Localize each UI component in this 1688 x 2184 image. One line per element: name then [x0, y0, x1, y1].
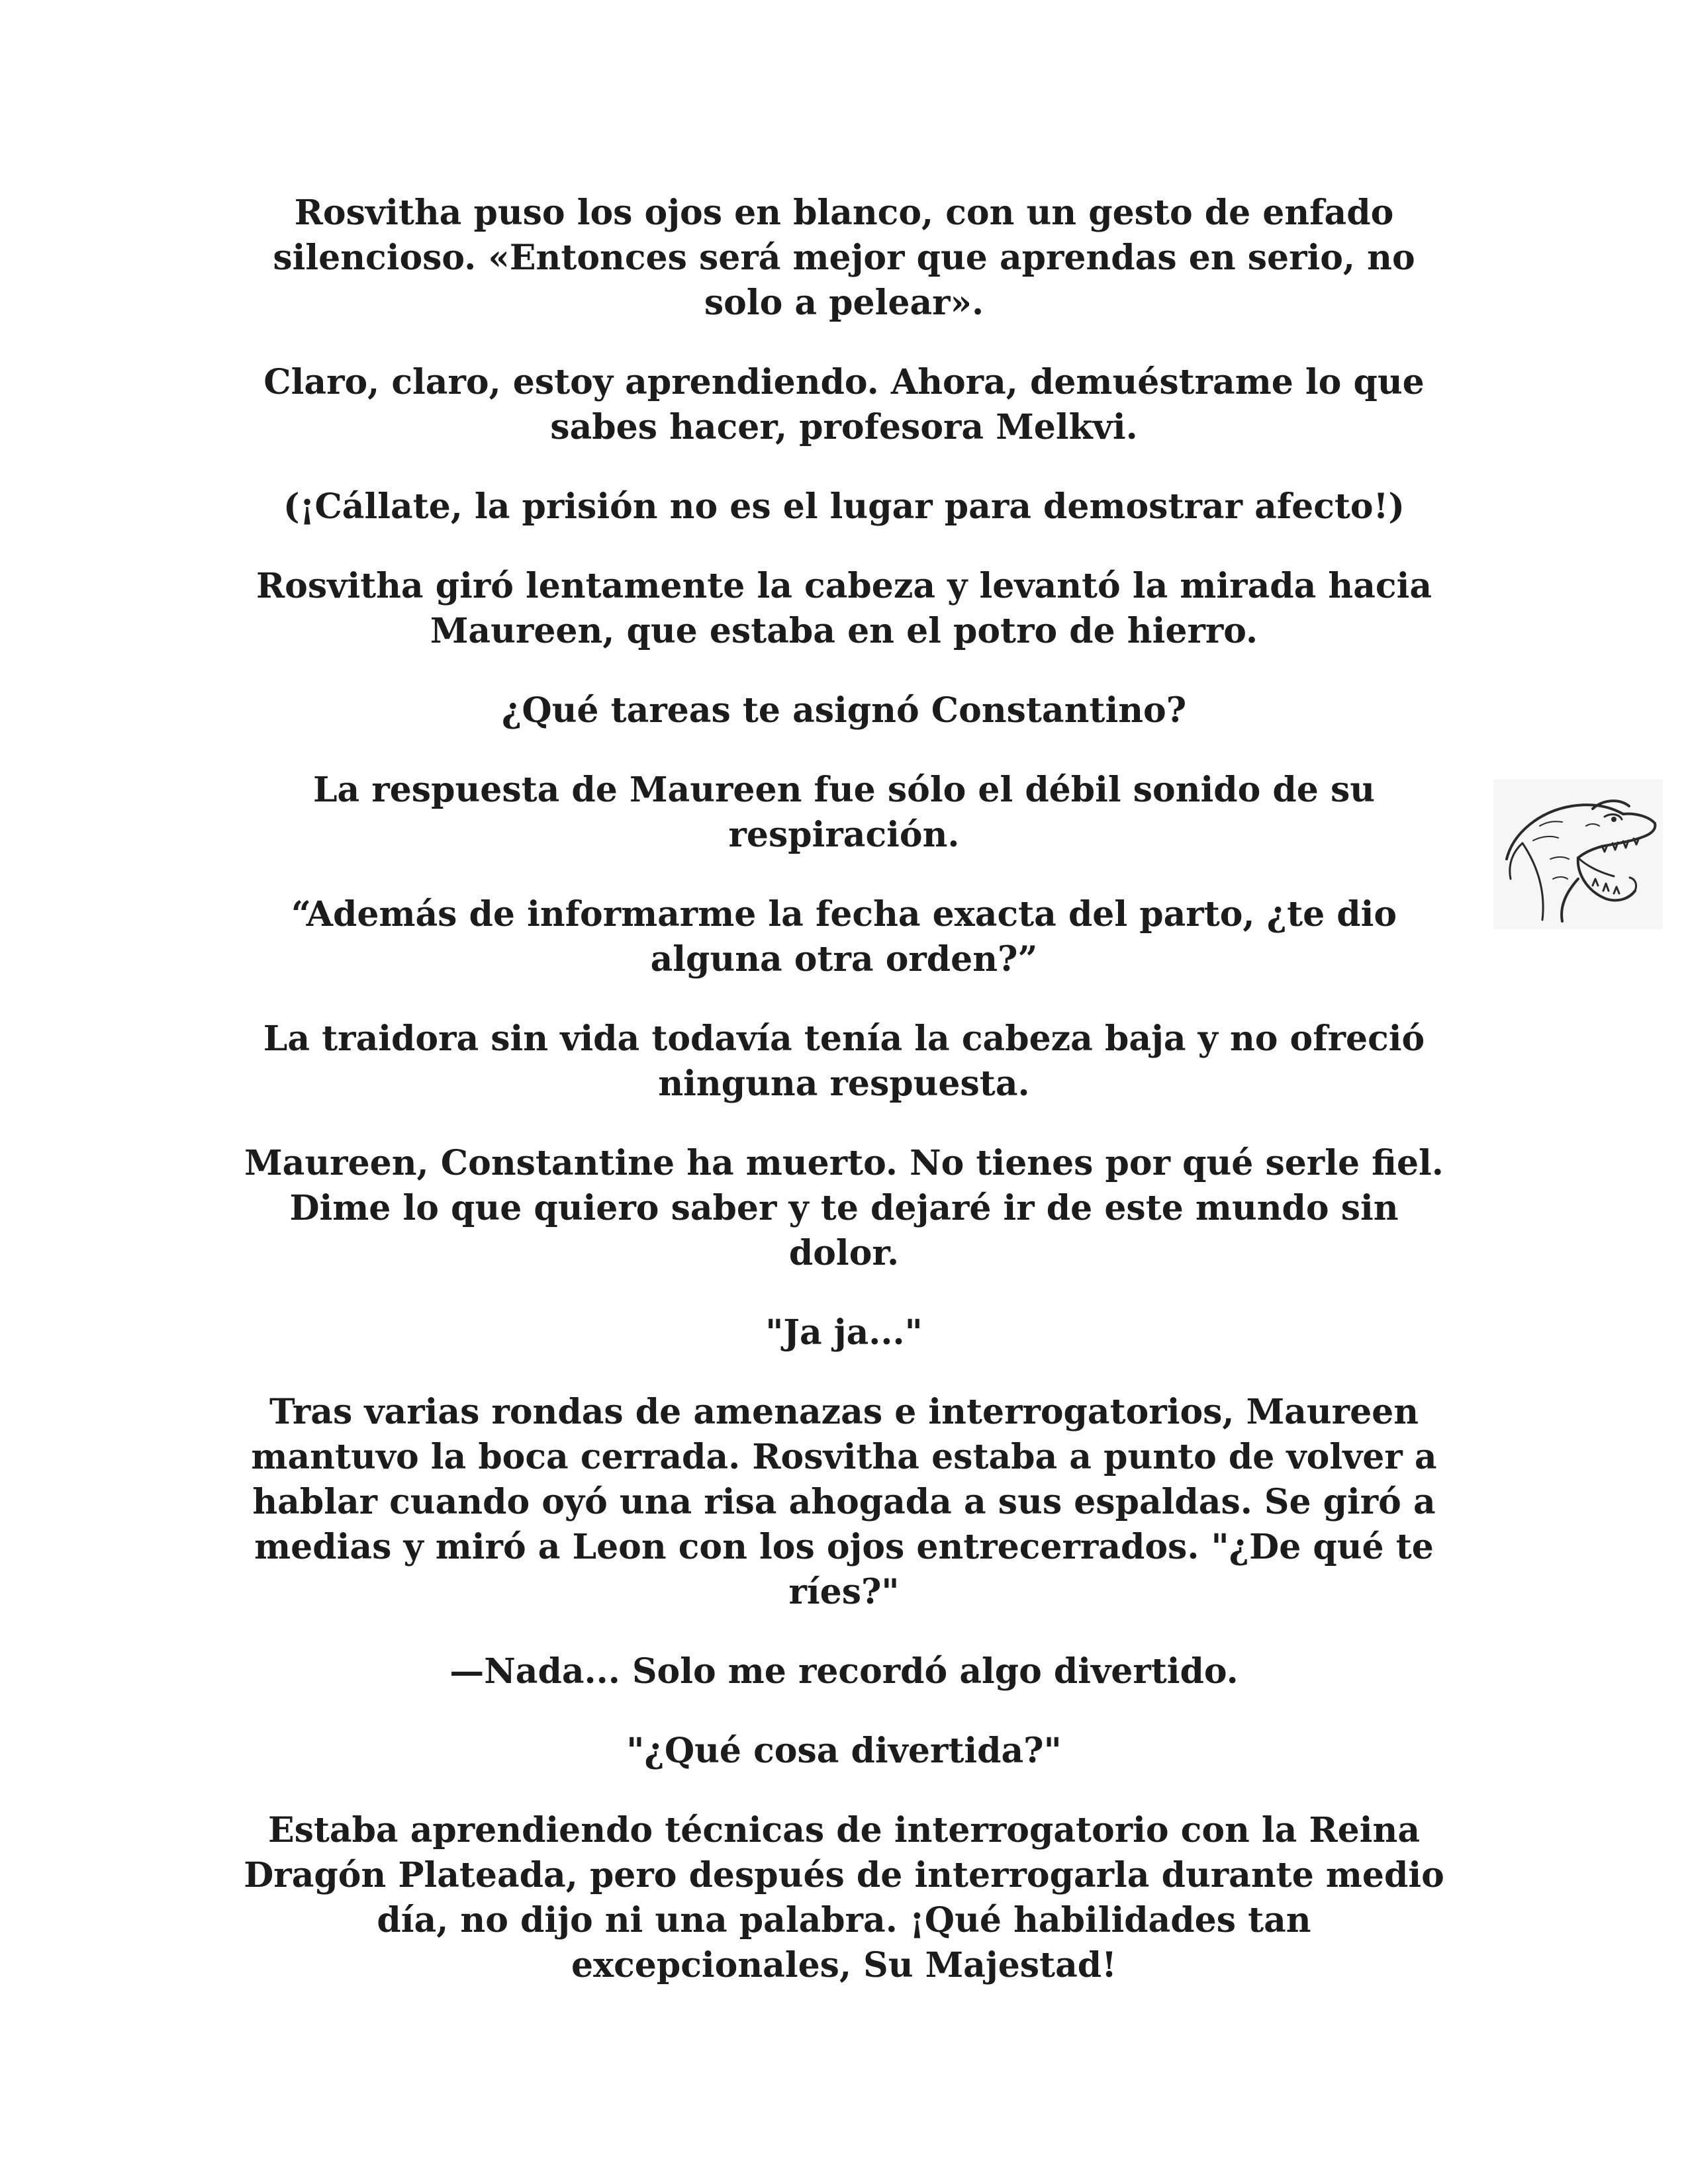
paragraph-3: (¡Cállate, la prisión no es el lugar para demostrar afecto!)	[283, 486, 1405, 527]
paragraph-8: La traidora sin vida todavía tenía la cabeza baja y no ofreció ninguna respuesta.	[263, 1019, 1425, 1104]
paragraph-13: "¿Qué cosa divertida?"	[626, 1731, 1062, 1771]
paragraph-5: ¿Qué tareas te asignó Constantino?	[501, 690, 1187, 731]
paragraph-6: La respuesta de Maureen fue sólo el débil sonido de su respiración.	[312, 770, 1376, 855]
paragraph-11: Tras varias rondas de amenazas e interrogatorios, Maureen mantuvo la boca cerrada. Rosvitha estaba a punto de volver a hablar cuando oyó una risa ahogada a sus espaldas. Se giró a medias y miró a Leon con los ojos entrecerrados. "¿De qué te ríes?"	[251, 1392, 1437, 1612]
story-text	[199, 191, 1489, 2023]
paragraph-7: “Además de informarme la fecha exacta del parto, ¿te dio alguna otra orden?”	[291, 894, 1397, 979]
dragon-head-sketch-icon	[1493, 780, 1663, 929]
paragraph-10: "Ja ja..."	[765, 1312, 923, 1353]
paragraph-1: Rosvitha puso los ojos en blanco, con un gesto de enfado silencioso. «Entonces será mejor que aprendas en serio, no solo a pelear».	[273, 193, 1415, 323]
paragraph-2: Claro, claro, estoy aprendiendo. Ahora, demuéstrame lo que sabes hacer, profesora Melkvi.	[263, 362, 1425, 447]
paragraph-9: Maureen, Constantine ha muerto. No tienes por qué serle fiel. Dime lo que quiero saber y te dejaré ir de este mundo sin dolor.	[244, 1143, 1444, 1273]
paragraph-12: —Nada... Solo me recordó algo divertido.	[449, 1651, 1239, 1692]
paragraph-4: Rosvitha giró lentamente la cabeza y levantó la mirada hacia Maureen, que estaba en el potro de hierro.	[256, 566, 1432, 651]
paragraph-14: Estaba aprendiendo técnicas de interrogatorio con la Reina Dragón Plateada, pero después de interrogarla durante medio día, no dijo ni una palabra. ¡Qué habilidades tan excepcionales, Su Majestad!	[244, 1810, 1444, 1985]
